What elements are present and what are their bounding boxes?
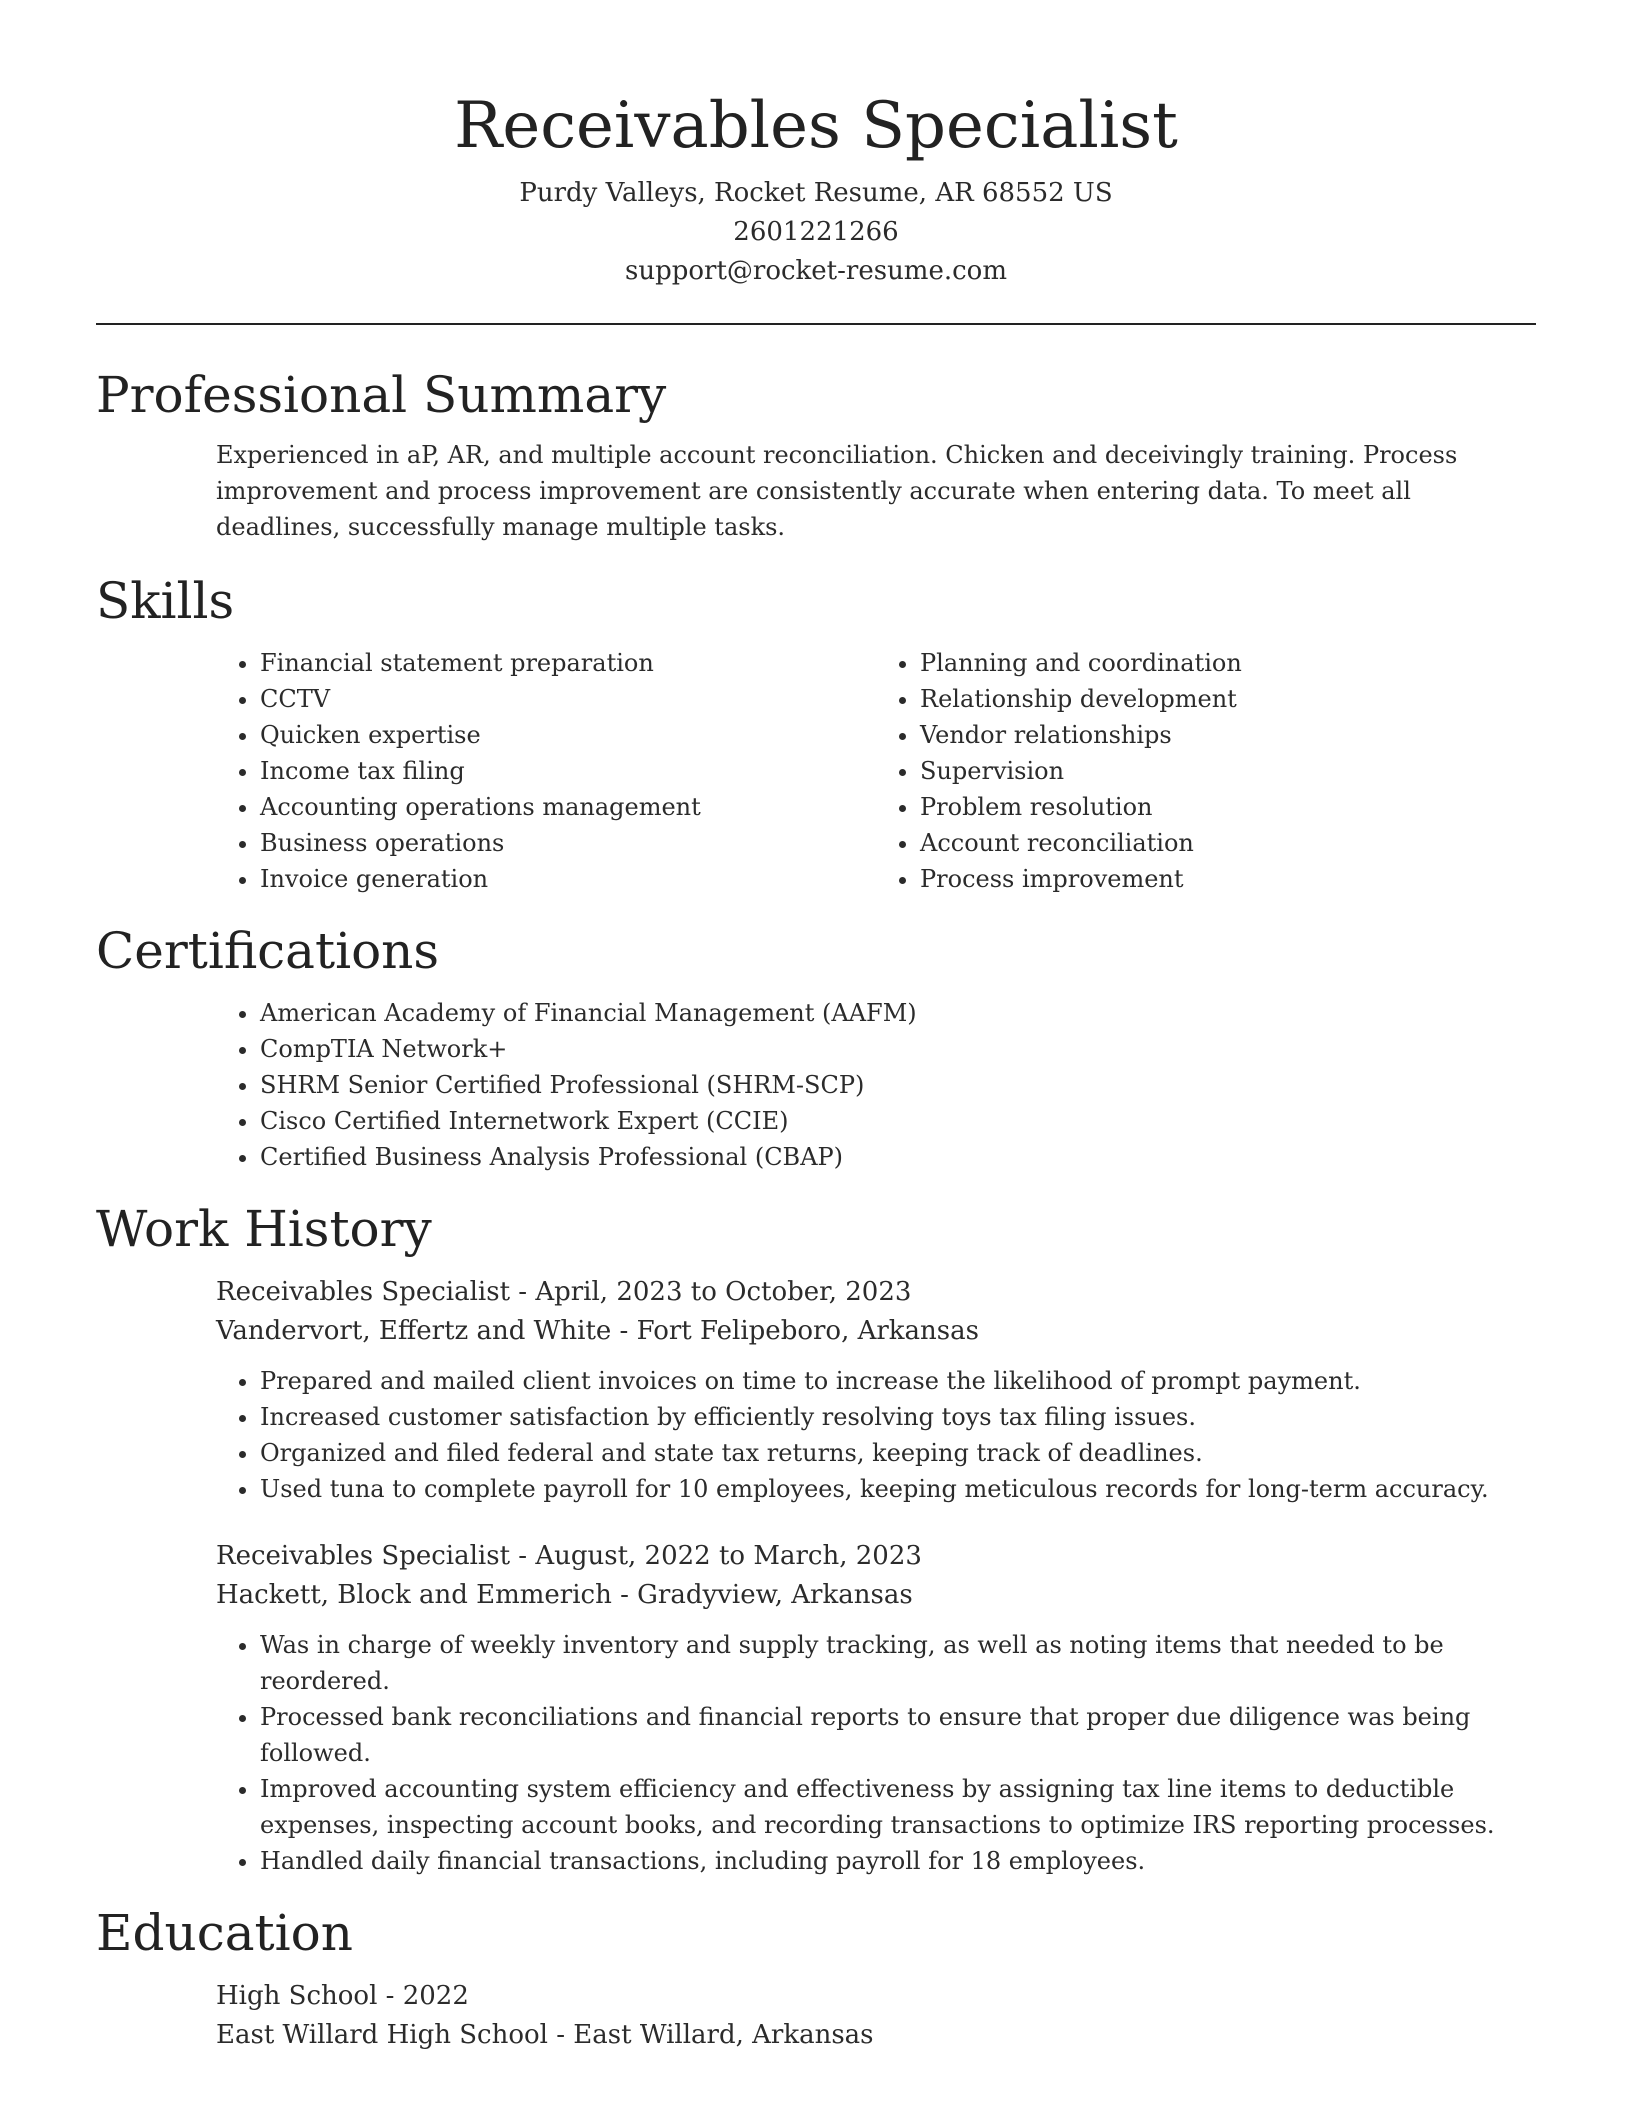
- job-duty: • Processed bank reconciliations and financial reports to ensure that proper due diligence was being followed.: [260, 1699, 1536, 1771]
- skill-item: • Income tax filing: [260, 753, 876, 789]
- summary-heading: Professional Summary: [96, 366, 667, 424]
- skill-item: • Account reconciliation: [920, 825, 1536, 861]
- resume-page: [96, 0, 1536, 2055]
- education-school-location: East Willard High School - East Willard, Arkansas: [216, 2020, 874, 2050]
- skill-item: • Vendor relationships: [920, 717, 1536, 753]
- skill-item: • Problem resolution: [920, 789, 1536, 825]
- header-divider: [96, 323, 1536, 325]
- job-duty: • Improved accounting system efficiency and effectiveness by assigning tax line items to deductible expenses, inspecting account books, and recording transactions to optimize IRS reporting processes.: [260, 1771, 1536, 1843]
- job-employer-location: Vandervort, Effertz and White - Fort Felipeboro, Arkansas: [216, 1316, 979, 1346]
- skill-item: • CCTV: [260, 681, 876, 717]
- certification-item: • Cisco Certified Internetwork Expert (CCIE): [260, 1103, 1536, 1139]
- summary-text: Experienced in aP, AR, and multiple account reconciliation. Chicken and deceivingly training. Process improvement and process improvement are consistently accurate when entering data. To meet all deadlines, successfully manage multiple tasks.: [216, 441, 1458, 541]
- contact-email: support@rocket-resume.com: [624, 256, 1007, 286]
- skill-item: • Accounting operations management: [260, 789, 876, 825]
- resume-header: [96, 0, 1536, 291]
- job-duties-list: [216, 1627, 1536, 1879]
- job-employer-location: Hackett, Block and Emmerich - Gradyview, Arkansas: [216, 1580, 913, 1610]
- skill-item: • Invoice generation: [260, 861, 876, 897]
- job-duty: • Increased customer satisfaction by efficiently resolving toys tax filing issues.: [260, 1399, 1536, 1435]
- skill-item: • Planning and coordination: [920, 645, 1536, 681]
- skill-item: • Supervision: [920, 753, 1536, 789]
- certification-item: • American Academy of Financial Management (AAFM): [260, 995, 1536, 1031]
- job-title-dates: Receivables Specialist - April, 2023 to October, 2023: [216, 1277, 912, 1307]
- summary-section: [96, 365, 1536, 545]
- skills-column-left: [216, 645, 876, 897]
- certifications-heading: Certifications: [96, 922, 440, 980]
- skills-grid: [216, 645, 1536, 897]
- skill-item: • Process improvement: [920, 861, 1536, 897]
- job-duty: • Organized and filed federal and state tax returns, keeping track of deadlines.: [260, 1435, 1536, 1471]
- resume-name: Receivables Specialist: [454, 89, 1178, 163]
- certifications-list: [216, 995, 1536, 1175]
- education-heading: Education: [96, 1904, 353, 1962]
- certifications-section: [96, 921, 1536, 1175]
- skill-item: • Quicken expertise: [260, 717, 876, 753]
- job-duty: • Was in charge of weekly inventory and supply tracking, as well as noting items that needed to be reordered.: [260, 1627, 1536, 1699]
- job-title-dates: Receivables Specialist - August, 2022 to March, 2023: [216, 1541, 922, 1571]
- job-duty: • Prepared and mailed client invoices on time to increase the likelihood of prompt payment.: [260, 1363, 1536, 1399]
- skills-column-right: [876, 645, 1536, 897]
- job-duty: • Used tuna to complete payroll for 10 employees, keeping meticulous records for long-term accuracy.: [260, 1471, 1536, 1507]
- skills-heading: Skills: [96, 572, 235, 630]
- education-entry: [216, 1977, 1536, 2055]
- work-history-section: [96, 1199, 1536, 1879]
- certification-item: • SHRM Senior Certified Professional (SHRM-SCP): [260, 1067, 1536, 1103]
- contact-info: [96, 174, 1536, 291]
- work-history-heading: Work History: [96, 1200, 432, 1258]
- job-duty: • Handled daily financial transactions, including payroll for 18 employees.: [260, 1843, 1536, 1879]
- certification-item: • Certified Business Analysis Professional (CBAP): [260, 1139, 1536, 1175]
- job-duties-list: [216, 1363, 1536, 1507]
- skill-item: • Relationship development: [920, 681, 1536, 717]
- contact-phone: 2601221266: [733, 217, 899, 247]
- skill-item: • Business operations: [260, 825, 876, 861]
- job-entry: [216, 1273, 1536, 1507]
- education-degree-year: High School - 2022: [216, 1981, 469, 2011]
- job-entry: [216, 1537, 1536, 1879]
- contact-address: Purdy Valleys, Rocket Resume, AR 68552 US: [519, 178, 1113, 208]
- certification-item: • CompTIA Network+: [260, 1031, 1536, 1067]
- education-section: [96, 1903, 1536, 2055]
- skill-item: • Financial statement preparation: [260, 645, 876, 681]
- skills-section: [96, 571, 1536, 897]
